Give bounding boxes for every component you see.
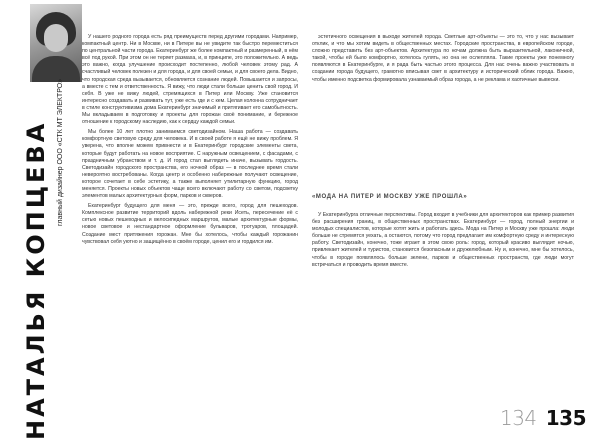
author-role: главный дизайнер ООО «СТК МТ ЭЛЕКТРО» xyxy=(57,78,64,226)
page-numbers xyxy=(500,406,586,430)
section-headline: «МОДА НА ПИТЕР И МОСКВУ УЖЕ ПРОШЛА» xyxy=(312,194,468,200)
author-photo-face xyxy=(44,24,68,52)
paragraph: Екатеринбург будущего для меня — это, прежде всего, город для пешеходов. Комплексное развитие территорий вдоль набережной реки Исеть, пересечение её с сетью новых пешеходных и велосипедных маршрутов, малые архитектурные формы, новое световое и нестандартное оформление бульваров, тротуаров, площадей. Создание мест притяжения горожан. Мне бы хотелось, чтобы каждый горожанин чувствовал себя уютно и защищённо в своём городе, ценил его и гордился им. xyxy=(82,203,298,245)
author-photo xyxy=(30,4,82,82)
paragraph: У Екатеринбурга отличные перспективы. Город входит в учебники для архитекторов как пример развития без расширения границ, в общественных пространствах. Екатеринбург — город, полный энергии и молодых специалистов, которые хотят жить и работать здесь. Мода на Питер и Москву уже прошла: люди больше не стремятся уехать, а остаются, потому что город предлагает им комфортную среду и интересную работу. Светодизайн, конечно, тоже играет в этом свою роль: город, который красиво выглядит ночью, привлекает жителей и туристов, становится безопасным и дружелюбным. Ну и, конечно, мне бы хотелось, чтобы в городе появлялось больше зелени, парков и общественных пространств, где люди могут встречаться и проводить время вместе. xyxy=(312,212,574,268)
page-number-right: 135 xyxy=(545,406,586,430)
article-column-2 xyxy=(312,34,574,184)
article-column-1 xyxy=(82,34,298,434)
page-number-left: 134 xyxy=(499,406,537,430)
author-name: НАТАЛЬЯ КОПЦЕВА xyxy=(22,120,50,440)
article-column-3 xyxy=(312,212,574,390)
paragraph: Мы более 10 лет плотно занимаемся светодизайном. Наша работа — создавать комфортную световую среду для человека. И в своей работе я ещё не вижу проблем. Я уверена, что вполне можем привнести и в Екатеринбург городские элементы света, которые будут работать на новое восприятие. С наружным освещением, с фасадами, с праздничным убранством и т. д. И город стал выглядеть иначе, вызывать гордость. Светодизайн городского пространства, его ночной образ — в последнее время стали невероятно востребованы. Когда центр и особенно набережные получают освещение, которое сочетает в себе эстетику, а также выполняет утилитарную функцию, город меняется. Проекты новых объектов чаще всего включают работу со светом, подсветку элементов малых архитектурных форм, парков и скверов. xyxy=(82,129,298,200)
paragraph: эстетичного освещения в выходе жителей города. Светлые арт-объекты — это то, что у нас вызывает отклик, и что мы хотим видеть в общественных местах. Городские пространства, в европейском городе, сложно представить без арт-объектов. Архитектура по ночам должна быть выразительной, лаконичной, такой, чтобы ей было комфортно, хотелось гулять, но она не ослепляла. Такие проекты уже понемногу появляются в Екатеринбурге, и я рада быть частью этого процесса. Для нас очень важно участвовать в создании города будущего, грамотно вписывая свет в архитектуру и исторический облик города. Важно, чтобы именно подсветка формировала узнаваемый образ города, а не реклама и хаотичные вывески. xyxy=(312,34,574,83)
paragraph: У нашего родного города есть ряд преимуществ перед другими городами. Например, компактный центр. Ни в Москве, ни в Питере вы не увидите так быстро переместиться по центральной части города. Екатеринбург же более компактный и размеренный, в нём всё под рукой. При этом он не теряет размаха, и, в принципе, это положительно. А ведь это важно, когда улучшение происходит постепенно, любой человек этому рад. А счастливый человек полезен и для города, и для своей семьи, и для своего дела. Видно, что городская среда вызывается, обновляется сознание людей. Повышается и запросы, а вместе с тем и ответственность. Я вижу, что люди стали больше ценить свой город. И себя. В уже не вижу людей, стремящихся в Питер или Москву. Уже становится интересно создавать и развивать тут, уже есть где и с кем. Целая колонна сотрудничает в стиле конструктивизма дома Екатеринбург значимый и притягивает его самобытность. Мы вкладываем в подготовку и проекты для горожан своё понимание, и бережное отношение к городскому наследию, как к сердцу каждой семьи. xyxy=(82,34,298,126)
author-photo-body xyxy=(32,56,80,82)
